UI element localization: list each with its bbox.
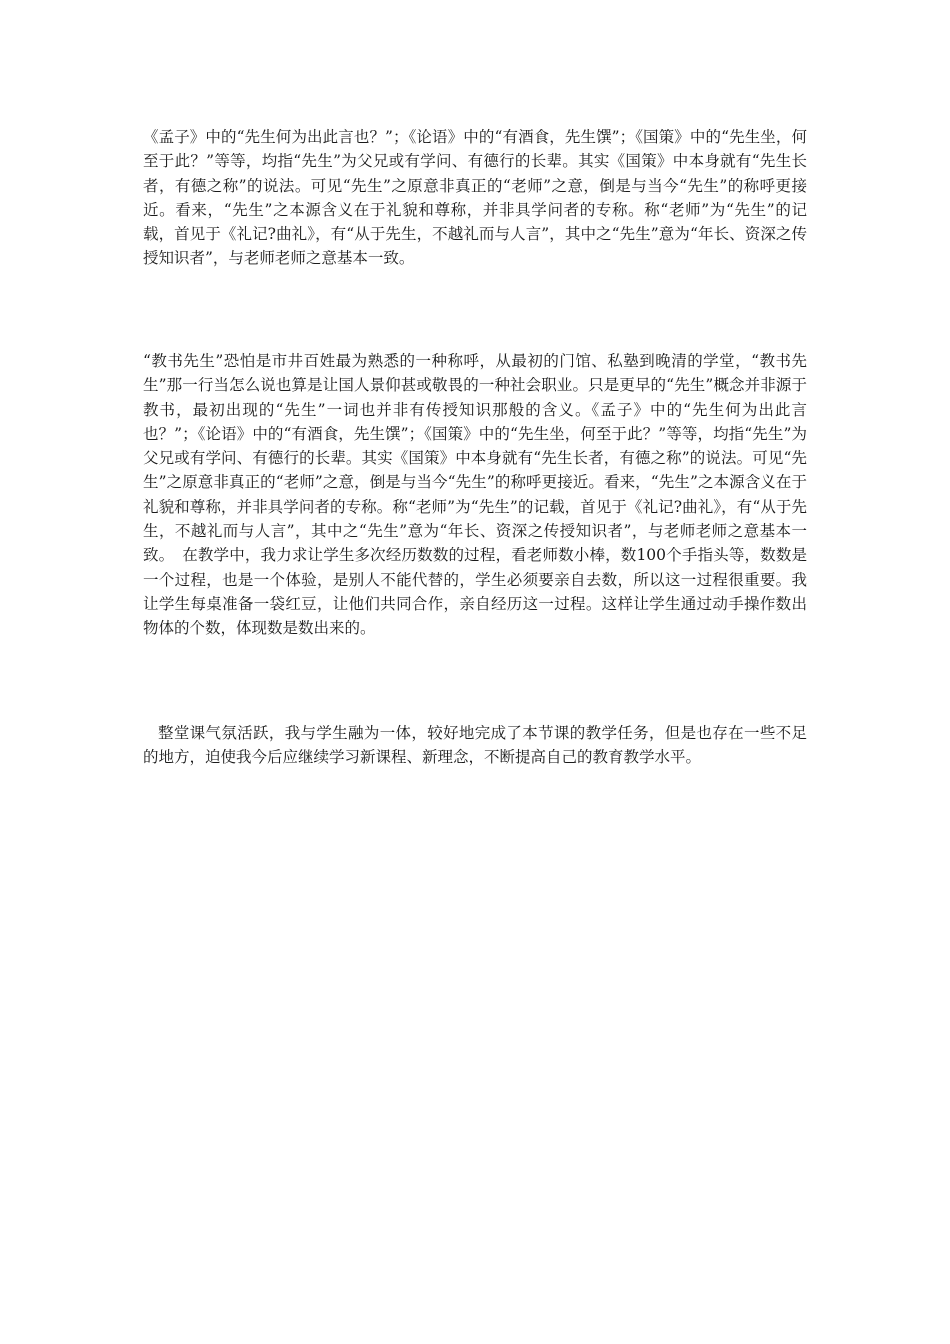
body-paragraph-3: 整堂课气氛活跃，我与学生融为一体，较好地完成了本节课的教学任务，但是也存在一些不足的地方，迫使我今后应继续学习新课程、新理念，不断提高自己的教育教学水平。 [143,724,807,767]
body-paragraph-2: “教书先生”恐怕是市井百姓最为熟悉的一种称呼，从最初的门馆、私塾到晚清的学堂，“教书先生”那一行当怎么说也算是让国人景仰甚或敬畏的一种社会职业。只是更早的“先生”概念并非源于教书，最初出现的“先生”一词也并非有传授知识那般的含义。《孟子》中的“先生何为出此言也？”；《论语》中的“有酒食，先生馔”；《国策》中的“先生坐，何至于此？”等等，均指“先生”为父兄或有学问、有德行的长辈。其实《国策》中本身就有“先生长者，有德之称”的说法。可见“先生”之原意非真正的“老师”之意，倒是与当今“先生”的称呼更接近。看来，“先生”之本源含义在于礼貌和尊称，并非具学问者的专称。称“老师”为“先生”的记载，首见于《礼记?曲礼》，有“从于先生，不越礼而与人言”，其中之“先生”意为“年长、资深之传授知识者”，与老师老师之意基本一致。 在教学中，我力求让学生多次经历数数的过程，看老师数小棒，数100个手指头等，数数是一个过程，也是一个体验，是别人不能代替的，学生必须要亲自去数，所以这一过程很重要。我让学生每桌准备一袋红豆，让他们共同合作，亲自经历这一过程。这样让学生通过动手操作数出物体的个数，体现数是数出来的。 [143,352,807,638]
body-paragraph-1: 《孟子》中的“先生何为出此言也？”；《论语》中的“有酒食，先生馔”；《国策》中的“先生坐，何至于此？”等等，均指“先生”为父兄或有学问、有德行的长辈。其实《国策》中本身就有“先生长者，有德之称”的说法。可见“先生”之原意非真正的“老师”之意，倒是与当今“先生”的称呼更接近。看来，“先生”之本源含义在于礼貌和尊称，并非具学问者的专称。称“老师”为“先生”的记载，首见于《礼记?曲礼》，有“从于先生，不越礼而与人言”，其中之“先生”意为“年长、资深之传授知识者”，与老师老师之意基本一致。 [143,128,807,268]
